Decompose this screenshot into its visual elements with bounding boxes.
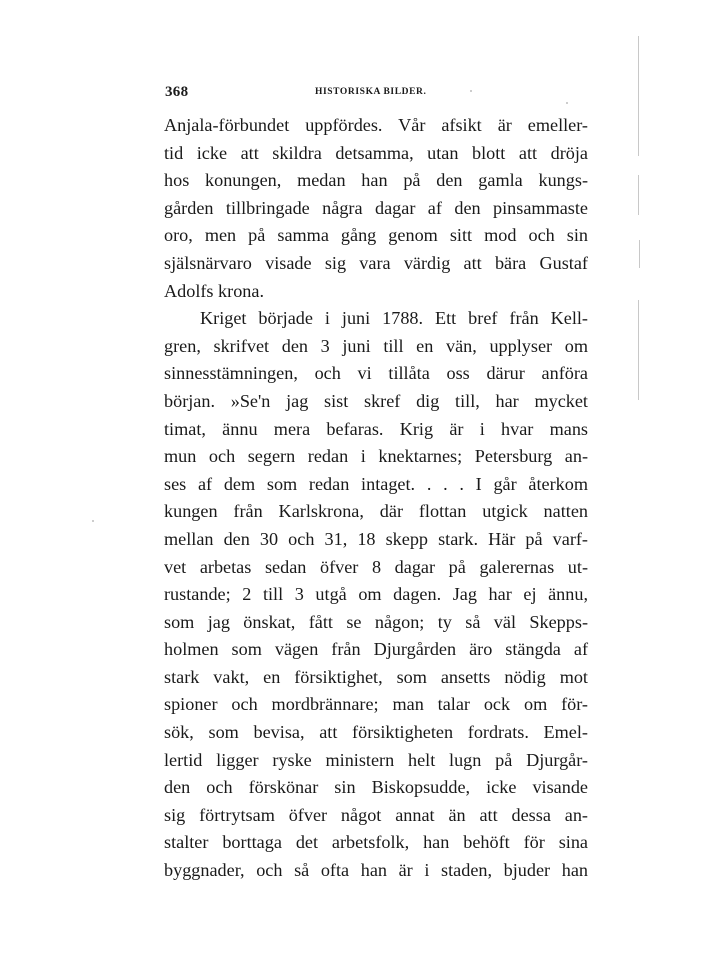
text-line: stark vakt, en försiktighet, som ansetts nödig mot <box>164 666 588 687</box>
page-edge-mark <box>639 240 640 268</box>
text-line: den och förskönar sin Biskopsudde, icke visande <box>164 777 588 798</box>
page-edge-mark <box>638 300 639 400</box>
text-line: vet arbetas sedan öfver 8 dagar på galerernas ut- <box>164 556 588 577</box>
page-edge-mark <box>638 36 639 156</box>
text-line: lertid ligger ryske ministern helt lugn på Djurgår- <box>164 749 588 770</box>
text-line: Adolfs krona. <box>164 280 265 301</box>
text-line: spioner och mordbrännare; man talar ock om för- <box>164 694 588 715</box>
page-header <box>165 84 585 104</box>
text-line: mellan den 30 och 31, 18 skepp stark. Här på varf- <box>164 528 588 549</box>
text-line: byggnader, och så ofta han är i staden, bjuder han <box>164 860 588 881</box>
text-line: sig förtrytsam öfver något annat än att dessa an- <box>164 804 588 825</box>
text-line: oro, men på samma gång genom sitt mod och sin <box>164 225 588 246</box>
text-line: timat, ännu mera befaras. Krig är i hvar mans <box>164 418 588 439</box>
page-number: 368 <box>165 84 189 100</box>
paragraph <box>164 112 588 305</box>
paragraph <box>164 305 588 884</box>
text-line: gren, skrifvet den 3 juni till en vän, upplyser om <box>164 335 588 356</box>
text-line: som jag önskat, fått se någon; ty så väl Skepps- <box>164 611 588 632</box>
text-line: mun och segern redan i knektarnes; Petersburg an- <box>164 446 588 467</box>
running-head: HISTORISKA BILDER. <box>315 87 427 97</box>
text-line: hos konungen, medan han på den gamla kungs- <box>164 170 588 191</box>
text-line: tid icke att skildra detsamma, utan blott att dröja <box>164 142 588 163</box>
body-text <box>164 112 588 885</box>
text-line: stalter borttaga det arbetsfolk, han behöft för sina <box>164 832 588 853</box>
paper-speck <box>92 520 94 522</box>
page-edge-mark <box>638 175 639 215</box>
text-line: gården tillbringade några dagar af den pinsammaste <box>164 197 588 218</box>
text-line: Kriget började i juni 1788. Ett bref från Kell- <box>200 308 588 329</box>
text-line: Anjala-förbundet uppfördes. Vår afsikt är emeller- <box>164 115 588 135</box>
text-line: ses af dem som redan intaget. . . . I går återkom <box>164 473 588 494</box>
text-line: rustande; 2 till 3 utgå om dagen. Jag har ej ännu, <box>164 584 588 605</box>
text-line: holmen som vägen från Djurgården äro stängda af <box>164 639 588 660</box>
text-line: sinnesstämningen, och vi tillåta oss därur anföra <box>164 363 588 384</box>
text-line: själsnärvaro visade sig vara värdig att bära Gustaf <box>164 252 588 273</box>
text-line: sök, som bevisa, att försiktigheten fordrats. Emel- <box>164 722 588 743</box>
text-line: början. »Se'n jag sist skref dig till, har mycket <box>164 390 588 411</box>
text-line: kungen från Karlskrona, där flottan utgick natten <box>164 501 588 522</box>
